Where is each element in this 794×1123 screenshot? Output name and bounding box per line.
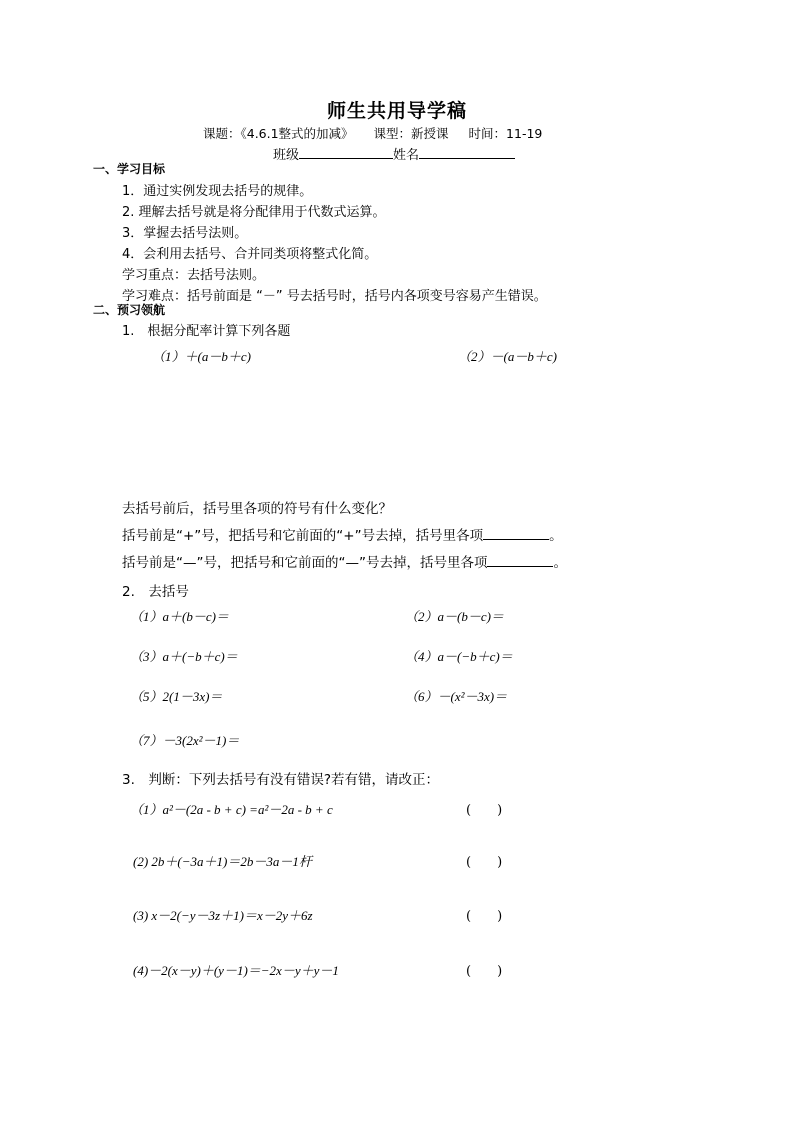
page-title: 师生共用导学稿 xyxy=(326,100,467,122)
judge-answer-parens[interactable]: ( ) xyxy=(466,909,503,924)
expand-item: （3）a＋(−b＋c)＝ xyxy=(130,649,238,664)
lesson-type: 课型：新授课 xyxy=(373,126,449,141)
expand-item: （4）a－(−b＋c)＝ xyxy=(405,649,513,664)
judge-item: （1）a²－(2a - b + c) =a²－2a - b + c xyxy=(130,802,333,817)
name-blank[interactable] xyxy=(419,145,515,159)
name-label: 姓名 xyxy=(393,148,420,163)
expand-item: （7）－3(2x²－1)＝ xyxy=(130,733,240,748)
question-3-label: 3. 判断：下列去括号有没有错误?若有错，请改正： xyxy=(122,772,440,788)
rule-minus: 括号前是“—”号，把括号和它前面的“—”号去掉，括号里各项 。 xyxy=(122,555,567,571)
student-info xyxy=(273,144,515,163)
goal-item: 1．通过实例发现去括号的规律。 xyxy=(122,184,313,199)
key-point: 学习重点：去括号法则。 xyxy=(122,268,266,283)
expand-item: （1）a＋(b－c)＝ xyxy=(130,609,229,624)
goal-item: 4．会利用去括号、合并同类项将整式化简。 xyxy=(122,247,378,262)
lesson-time: 时间：11-19 xyxy=(468,126,543,141)
answer-blank[interactable] xyxy=(487,553,553,567)
class-blank[interactable] xyxy=(299,145,393,159)
expand-item: （2）a－(b－c)＝ xyxy=(405,609,504,624)
section-heading-preview: 二、预习领航 xyxy=(93,303,166,317)
sign-change-question: 去括号前后，括号里各项的符号有什么变化？ xyxy=(122,501,392,517)
expand-item: （5）2(1－3x)＝ xyxy=(130,689,223,704)
difficulty: 学习难点：括号前面是 “－” 号去括号时，括号内各项变号容易产生错误。 xyxy=(122,289,547,304)
judge-item: (3) x－2(−y－3z＋1)＝x－2y＋6z xyxy=(133,908,313,923)
question-2-label: 2. 去括号 xyxy=(122,584,189,600)
judge-answer-parens[interactable]: ( ) xyxy=(466,855,503,870)
question-1b: （2）－(a－b＋c) xyxy=(458,349,557,364)
section-heading-goals: 一、学习目标 xyxy=(93,162,166,176)
class-label: 班级 xyxy=(273,148,300,163)
question-1-label: 1. 根据分配率计算下列各题 xyxy=(122,324,291,339)
goal-item: 3．掌握去括号法则。 xyxy=(122,226,248,241)
rule-plus: 括号前是“+”号，把括号和它前面的“+”号去掉，括号里各项 。 xyxy=(122,528,563,544)
expand-item: （6）－(x²－3x)＝ xyxy=(405,689,508,704)
goal-item: 2. 理解去括号就是将分配律用于代数式运算。 xyxy=(122,205,386,220)
judge-item: (4)－2(x－y)＋(y－1)＝−2x－y＋y－1 xyxy=(133,963,339,978)
question-1a: （1）＋(a－b＋c) xyxy=(152,349,251,364)
judge-answer-parens[interactable]: ( ) xyxy=(466,803,503,818)
topic: 课题：《4.6.1整式的加减》 xyxy=(203,126,354,141)
course-info xyxy=(203,124,558,142)
judge-answer-parens[interactable]: ( ) xyxy=(466,964,503,979)
judge-item: (2) 2b＋(−3a＋1)＝2b－3a－1杆 xyxy=(133,854,312,869)
answer-blank[interactable] xyxy=(483,526,549,540)
